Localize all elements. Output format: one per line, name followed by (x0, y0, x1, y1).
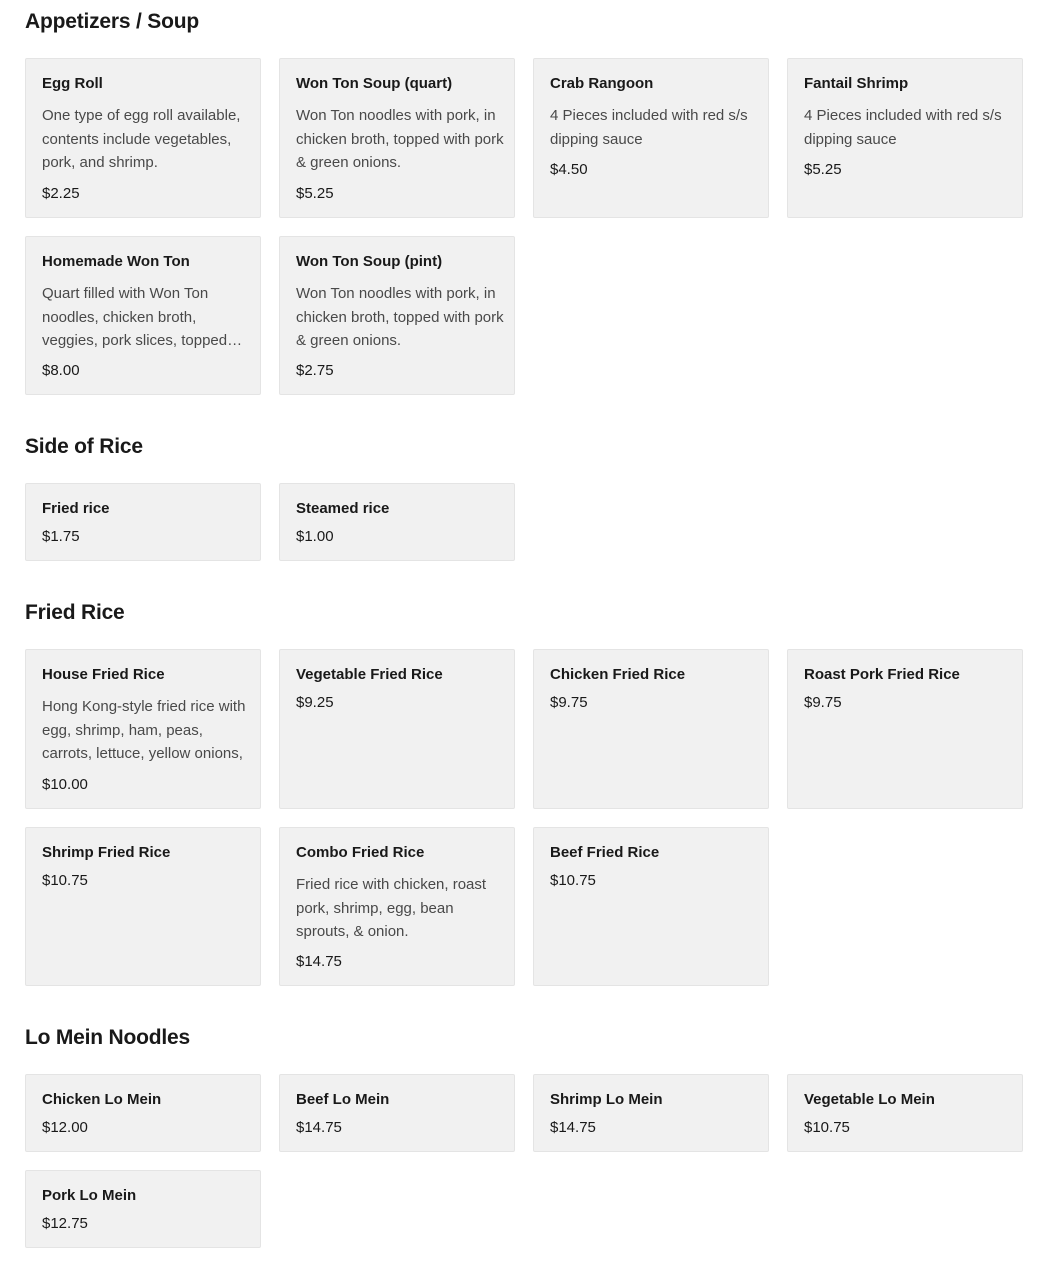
menu-item-card[interactable] (25, 649, 261, 809)
menu-item-card[interactable] (279, 236, 515, 395)
item-name: Combo Fried Rice (296, 844, 425, 861)
item-price: $9.75 (804, 694, 842, 711)
menu-item-card[interactable] (25, 1074, 261, 1152)
menu-item-card[interactable] (533, 649, 769, 809)
menu-item-card[interactable] (279, 649, 515, 809)
section-lo-mein-noodles (25, 1016, 1025, 1256)
item-description: Won Ton noodles with pork, in chicken broth, topped with pork & green onions. (296, 285, 504, 349)
item-name: Won Ton Soup (pint) (296, 253, 443, 270)
item-price: $10.75 (804, 1119, 850, 1136)
section-fried-rice (25, 591, 1025, 991)
item-price: $2.25 (42, 185, 80, 202)
section-title: Lo Mein Noodles (25, 1026, 191, 1049)
section-title: Appetizers / Soup (25, 10, 199, 33)
menu-item-card[interactable] (279, 58, 515, 218)
item-price: $8.00 (42, 362, 80, 379)
item-description: 4 Pieces included with red s/s dipping sauce (550, 107, 748, 148)
menu-item-card[interactable] (25, 58, 261, 218)
menu-item-card[interactable] (533, 1074, 769, 1152)
section-title: Side of Rice (25, 435, 143, 458)
section-side-of-rice (25, 425, 1025, 565)
item-name: Chicken Fried Rice (550, 666, 686, 683)
item-price: $10.00 (42, 776, 88, 793)
menu-item-card[interactable] (279, 483, 515, 561)
item-name: Roast Pork Fried Rice (804, 666, 960, 683)
section-title: Fried Rice (25, 601, 125, 624)
item-description: One type of egg roll available, contents include vegetables, pork, and shrimp. (42, 107, 241, 171)
menu-item-card[interactable] (279, 827, 515, 986)
menu-item-card[interactable] (787, 649, 1023, 809)
item-name: Crab Rangoon (550, 75, 654, 92)
menu-item-card[interactable] (25, 483, 261, 561)
item-price: $14.75 (296, 953, 342, 970)
item-name: Homemade Won Ton (42, 253, 190, 270)
item-price: $10.75 (42, 872, 88, 889)
item-name: Shrimp Fried Rice (42, 844, 171, 861)
menu-item-card[interactable] (279, 1074, 515, 1152)
item-price: $14.75 (296, 1119, 342, 1136)
item-name: Egg Roll (42, 75, 103, 92)
menu-item-card[interactable] (787, 58, 1023, 218)
menu-item-card[interactable] (25, 236, 261, 395)
item-name: Beef Lo Mein (296, 1091, 390, 1108)
item-name: Chicken Lo Mein (42, 1091, 162, 1108)
item-name: Fantail Shrimp (804, 75, 909, 92)
item-name: Won Ton Soup (quart) (296, 75, 453, 92)
item-name: House Fried Rice (42, 666, 165, 683)
item-description: 4 Pieces included with red s/s dipping sauce (804, 107, 1002, 148)
item-price: $2.75 (296, 362, 334, 379)
menu-item-card[interactable] (533, 58, 769, 218)
item-price: $1.00 (296, 528, 334, 545)
item-name: Pork Lo Mein (42, 1187, 137, 1204)
item-price: $12.00 (42, 1119, 88, 1136)
menu-item-card[interactable] (25, 827, 261, 986)
item-name: Beef Fried Rice (550, 844, 660, 861)
menu-item-card[interactable] (25, 1170, 261, 1248)
item-price: $10.75 (550, 872, 596, 889)
item-name: Vegetable Lo Mein (804, 1091, 935, 1108)
menu-item-card[interactable] (787, 1074, 1023, 1152)
item-price: $5.25 (296, 185, 334, 202)
item-description: Fried rice with chicken, roast pork, shrimp, egg, bean sprouts, & onion. (296, 876, 487, 940)
item-name: Steamed rice (296, 500, 390, 517)
item-price: $4.50 (550, 161, 588, 178)
item-description: Quart filled with Won Ton noodles, chicken broth, veggies, pork slices, topped… (42, 285, 243, 349)
item-name: Fried rice (42, 500, 110, 517)
item-price: $9.25 (296, 694, 334, 711)
item-name: Vegetable Fried Rice (296, 666, 443, 683)
item-name: Shrimp Lo Mein (550, 1091, 663, 1108)
item-price: $12.75 (42, 1215, 88, 1232)
item-price: $1.75 (42, 528, 80, 545)
item-description: Hong Kong-style fried rice with egg, shrimp, ham, peas, carrots, lettuce, yellow onions, (42, 698, 246, 762)
item-price: $9.75 (550, 694, 588, 711)
menu-item-card[interactable] (533, 827, 769, 986)
section-appetizers-soup (25, 0, 1025, 400)
item-description: Won Ton noodles with pork, in chicken broth, topped with pork & green onions. (296, 107, 504, 171)
item-price: $14.75 (550, 1119, 596, 1136)
item-price: $5.25 (804, 161, 842, 178)
